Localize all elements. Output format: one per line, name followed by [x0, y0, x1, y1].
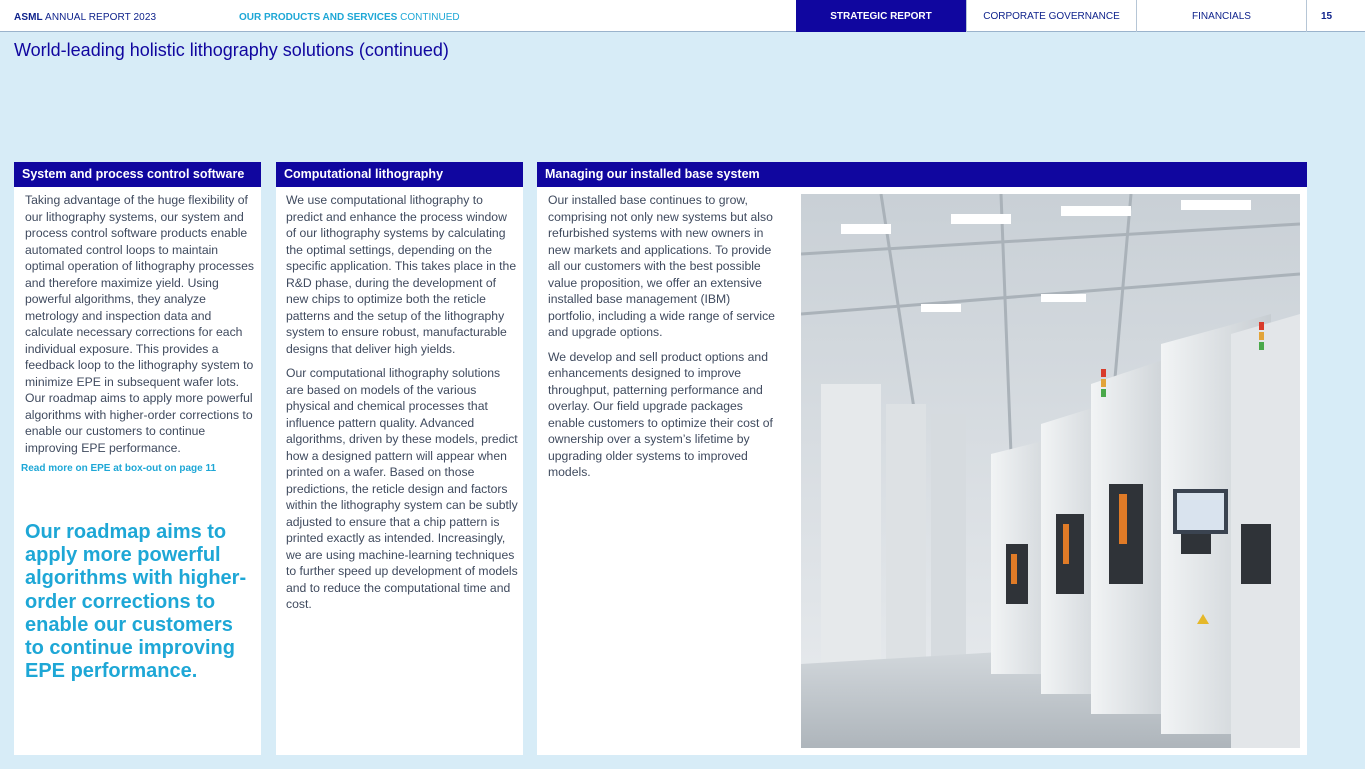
- pull-quote: Our roadmap aims to apply more powerful algorithms with higher-order corrections to enable our customers to continue improving EPE performance.: [25, 521, 247, 683]
- brand-name: ASML: [14, 12, 43, 23]
- installed-base-paragraph-2: We develop and sell product options and enhancements designed to improve throughput, patterning performance and overlay. Our field upgrade packages enable customers to optimize their cost of ownership over a system’s lifetime by upgrading older systems to improved models.: [548, 349, 773, 479]
- computational-body: [286, 192, 518, 613]
- section-breadcrumb[interactable]: [239, 12, 460, 23]
- tab-strategic-report[interactable]: STRATEGIC REPORT: [796, 0, 966, 32]
- installed-base-body: [548, 192, 780, 481]
- computational-paragraph-2: Our computational lithography solutions are based on models of the various physical and chemical processes that influence pattern quality. Advanced algorithms, driven by these models, predict how a designed pattern will appear when printed on a wafer. Based on those predictions, the reticle design and factors within the lithography system can be subtly adjusted to ensure that a chip pattern is printed exactly as intended. Increasingly, we are using machine-learning techniques to further speed up development of models and to reduce the computational time and cost.: [286, 366, 518, 611]
- system-control-paragraph: Taking advantage of the huge flexibility of our lithography systems, our system and process control software products enable automated control loops to maintain optimal operation of lithography processes and therefore maximize yield. Using powerful algorithms, they analyze metrology and inspection data and calculate necessary corrections for each individual exposure. This provides a feedback loop to the lithography system to minimize EPE in subsequent wafer lots. Our roadmap aims to apply more powerful algorithms with higher-order corrections to enable our customers to continue improving EPE performance.: [25, 193, 254, 455]
- read-more-link[interactable]: Read more on EPE at box-out on page 11: [21, 463, 217, 474]
- cleanroom-illustration: [801, 194, 1300, 748]
- installed-base-paragraph-1: Our installed base continues to grow, comprising not only new systems but also refurbished systems with new owners in new markets and applications. To provide all our customers with the best possible value proposition, we offer an extensive installed base management (IBM) portfolio, including a wide range of service and upgrade options.: [548, 193, 775, 339]
- report-name: ANNUAL REPORT 2023: [42, 12, 157, 23]
- page-number: 15: [1306, 0, 1346, 32]
- installed-base-heading: Managing our installed base system: [537, 162, 1307, 187]
- tab-corporate-governance[interactable]: CORPORATE GOVERNANCE: [966, 0, 1136, 32]
- computational-lithography-panel: [276, 162, 523, 755]
- computational-paragraph-1: We use computational lithography to predict and enhance the process window of our lithography systems by calculating the optimal settings, depending on the specific application. This takes place in the R&D phase, during the development of new chips to optimize both the reticle patterns and the setup of the lithography system to ensure robust, manufacturable designs that deliver high yields.: [286, 193, 517, 356]
- page-title: World-leading holistic lithography solutions (continued): [14, 40, 449, 60]
- cleanroom-photo: [801, 194, 1300, 748]
- section-name: OUR PRODUCTS AND SERVICES: [239, 12, 398, 23]
- installed-base-panel: [537, 162, 1307, 755]
- tab-financials[interactable]: FINANCIALS: [1136, 0, 1306, 32]
- section-suffix: CONTINUED: [397, 12, 460, 23]
- system-control-body: [25, 192, 257, 456]
- system-control-heading: System and process control software: [14, 162, 261, 187]
- report-brand[interactable]: [14, 12, 156, 23]
- system-control-panel: [14, 162, 261, 755]
- top-navigation-bar: [0, 0, 1365, 32]
- computational-heading: Computational lithography: [276, 162, 523, 187]
